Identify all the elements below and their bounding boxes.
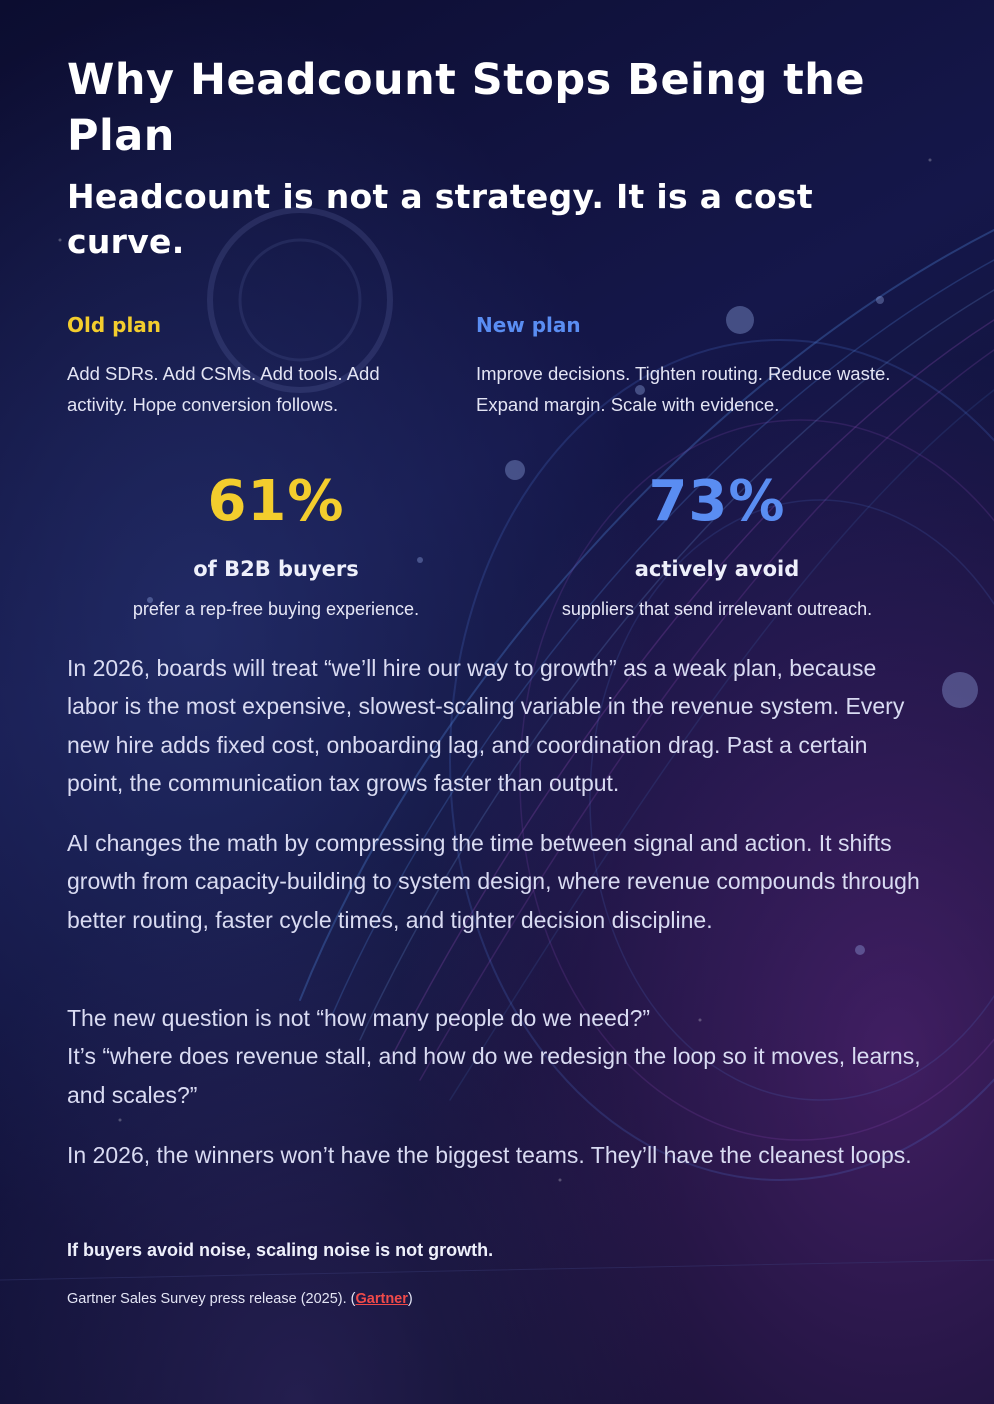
page-subtitle: Headcount is not a strategy. It is a cost curve. <box>67 177 813 261</box>
stat-label: of B2B buyers <box>193 557 359 581</box>
gartner-link[interactable]: Gartner <box>355 1291 408 1307</box>
body-paragraph: AI changes the math by compressing the time between signal and action. It shifts growth from capacity-building to system design, where revenue compounds through better routing, faster cycle times, and tighter decision discipline. <box>67 830 920 933</box>
question-line-2: It’s “where does revenue stall, and how do we redesign the loop so it moves, learns, and scales?” <box>67 1043 921 1108</box>
old-plan-heading: Old plan <box>67 313 162 337</box>
body-paragraph: In 2026, boards will treat “we’ll hire our way to growth” as a weak plan, because labor is the most expensive, slowest-scaling variable in the revenue system. Every new hire adds fixed cost, onboarding lag, and coordination drag. Past a certain point, the communication tax grows faster than output. <box>67 655 905 796</box>
source-citation <box>67 1288 413 1310</box>
body-paragraph-question <box>67 999 927 1114</box>
stat-description: prefer a rep-free buying experience. <box>132 599 420 619</box>
old-plan-text: Add SDRs. Add CSMs. Add tools. Add activity. Hope conversion follows. <box>67 363 380 415</box>
stat-card-avoid <box>532 466 902 622</box>
source-suffix: ) <box>407 1291 413 1307</box>
question-line-1: The new question is not “how many people do we need?” <box>67 1005 651 1031</box>
callout-statement: If buyers avoid noise, scaling noise is not growth. <box>67 1240 494 1260</box>
page-title: Why Headcount Stops Being the Plan <box>67 55 866 161</box>
stat-card-buyers <box>97 466 455 622</box>
stat-label: actively avoid <box>634 557 800 581</box>
stat-number: 73% <box>648 469 786 534</box>
new-plan-heading: New plan <box>476 313 581 337</box>
new-plan-text: Improve decisions. Tighten routing. Reduce waste. Expand margin. Scale with evidence. <box>476 363 891 415</box>
stat-description: suppliers that send irrelevant outreach. <box>561 599 873 619</box>
body-paragraph: In 2026, the winners won’t have the biggest teams. They’ll have the cleanest loops. <box>67 1142 912 1168</box>
source-prefix: Gartner Sales Survey press release (2025). ( <box>67 1291 356 1307</box>
stat-number: 61% <box>207 469 345 534</box>
